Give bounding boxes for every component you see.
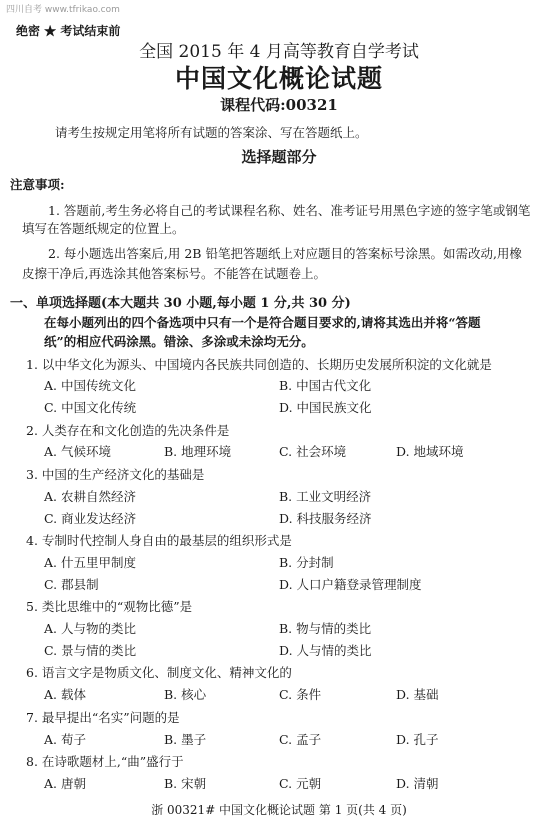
note-2-line-2: 皮擦干净后,再选涂其他答案标号。不能答在试题卷上。 [22, 266, 326, 281]
paper-title: 中国文化概论试题 [174, 64, 383, 93]
note-1-line-1: 1. 答题前,考生务必将自己的考试课程名称、姓名、准考证号用黑色字迹的签字笔或钢笔 [48, 203, 531, 218]
question-5-option-b: B. 物与情的类比 [279, 621, 372, 636]
question-3-option-d: D. 科技服务经济 [279, 511, 372, 526]
note-1-line-2: 填写在答题纸规定的位置上。 [22, 221, 185, 236]
site-watermark: 四川自考 www.tfrikao.com [6, 5, 120, 15]
question-6-option-a: A. 载体 [44, 687, 86, 702]
question-3-option-a: A. 农耕自然经济 [44, 489, 136, 504]
secret-mark: 绝密 ★ 考试结束前 [16, 24, 121, 38]
question-5-option-a: A. 人与物的类比 [44, 621, 136, 636]
question-8-option-c: C. 元朝 [279, 776, 322, 791]
question-2-option-d: D. 地域环境 [396, 444, 464, 459]
question-7-option-b: B. 墨子 [164, 732, 207, 747]
question-1-option-c: C. 中国文化传统 [44, 400, 137, 415]
question-6-option-d: D. 基础 [396, 687, 439, 702]
course-code: 课程代码:00321 [220, 96, 338, 114]
question-4-option-c: C. 郡县制 [44, 577, 99, 592]
question-1-stem: 1. 以中华文化为源头、中国境内各民族共同创造的、长期历史发展所积淀的文化就是 [26, 357, 492, 372]
page-footer: 浙 00321# 中国文化概论试题 第 1 页(共 4 页) [151, 803, 407, 817]
question-7-option-d: D. 孔子 [396, 732, 439, 747]
part-1-instruction-line-2: 纸”的相应代码涂黑。错涂、多涂或未涂均无分。 [44, 334, 314, 349]
question-3-option-b: B. 工业文明经济 [279, 489, 372, 504]
question-5-option-d: D. 人与情的类比 [279, 643, 372, 658]
question-1-option-a: A. 中国传统文化 [44, 378, 136, 393]
question-8-option-d: D. 清朝 [396, 776, 439, 791]
question-4-option-d: D. 人口户籍登录管理制度 [279, 577, 422, 592]
question-2-option-b: B. 地理环境 [164, 444, 232, 459]
question-8-option-a: A. 唐朝 [44, 776, 86, 791]
question-7-option-c: C. 孟子 [279, 732, 322, 747]
part-1-title: 一、单项选择题(本大题共 30 小题,每小题 1 分,共 30 分) [10, 296, 351, 311]
question-1-option-d: D. 中国民族文化 [279, 400, 372, 415]
notes-header: 注意事项: [10, 177, 65, 192]
question-4-option-b: B. 分封制 [279, 555, 334, 570]
question-8-stem: 8. 在诗歌题材上,“曲”盛行于 [26, 754, 184, 769]
question-8-option-b: B. 宋朝 [164, 776, 207, 791]
exam-title: 全国 2015 年 4 月高等教育自学考试 [139, 42, 419, 62]
question-5-stem: 5. 类比思维中的“观物比德”是 [26, 599, 193, 614]
question-3-option-c: C. 商业发达经济 [44, 511, 137, 526]
section-title: 选择题部分 [241, 148, 317, 166]
question-6-option-b: B. 核心 [164, 687, 207, 702]
question-6-stem: 6. 语言文字是物质文化、制度文化、精神文化的 [26, 665, 292, 680]
question-6-option-c: C. 条件 [279, 687, 322, 702]
note-2-line-1: 2. 每小题选出答案后,用 2B 铅笔把答题纸上对应题目的答案标号涂黑。如需改动,用橡 [48, 246, 522, 261]
part-1-instruction-line-1: 在每小题列出的四个备选项中只有一个是符合题目要求的,请将其选出并将“答题 [44, 315, 481, 330]
question-2-stem: 2. 人类存在和文化创造的先决条件是 [26, 423, 230, 438]
answer-instruction: 请考生按规定用笔将所有试题的答案涂、写在答题纸上。 [55, 125, 368, 140]
question-4-stem: 4. 专制时代控制人身自由的最基层的组织形式是 [26, 533, 292, 548]
question-4-option-a: A. 什五里甲制度 [44, 555, 136, 570]
question-3-stem: 3. 中国的生产经济文化的基础是 [26, 467, 205, 482]
question-2-option-a: A. 气候环境 [44, 444, 111, 459]
question-5-option-c: C. 景与情的类比 [44, 643, 137, 658]
question-2-option-c: C. 社会环境 [279, 444, 347, 459]
question-1-option-b: B. 中国古代文化 [279, 378, 372, 393]
question-7-option-a: A. 荀子 [44, 732, 86, 747]
question-7-stem: 7. 最早提出“名实”问题的是 [26, 710, 180, 725]
